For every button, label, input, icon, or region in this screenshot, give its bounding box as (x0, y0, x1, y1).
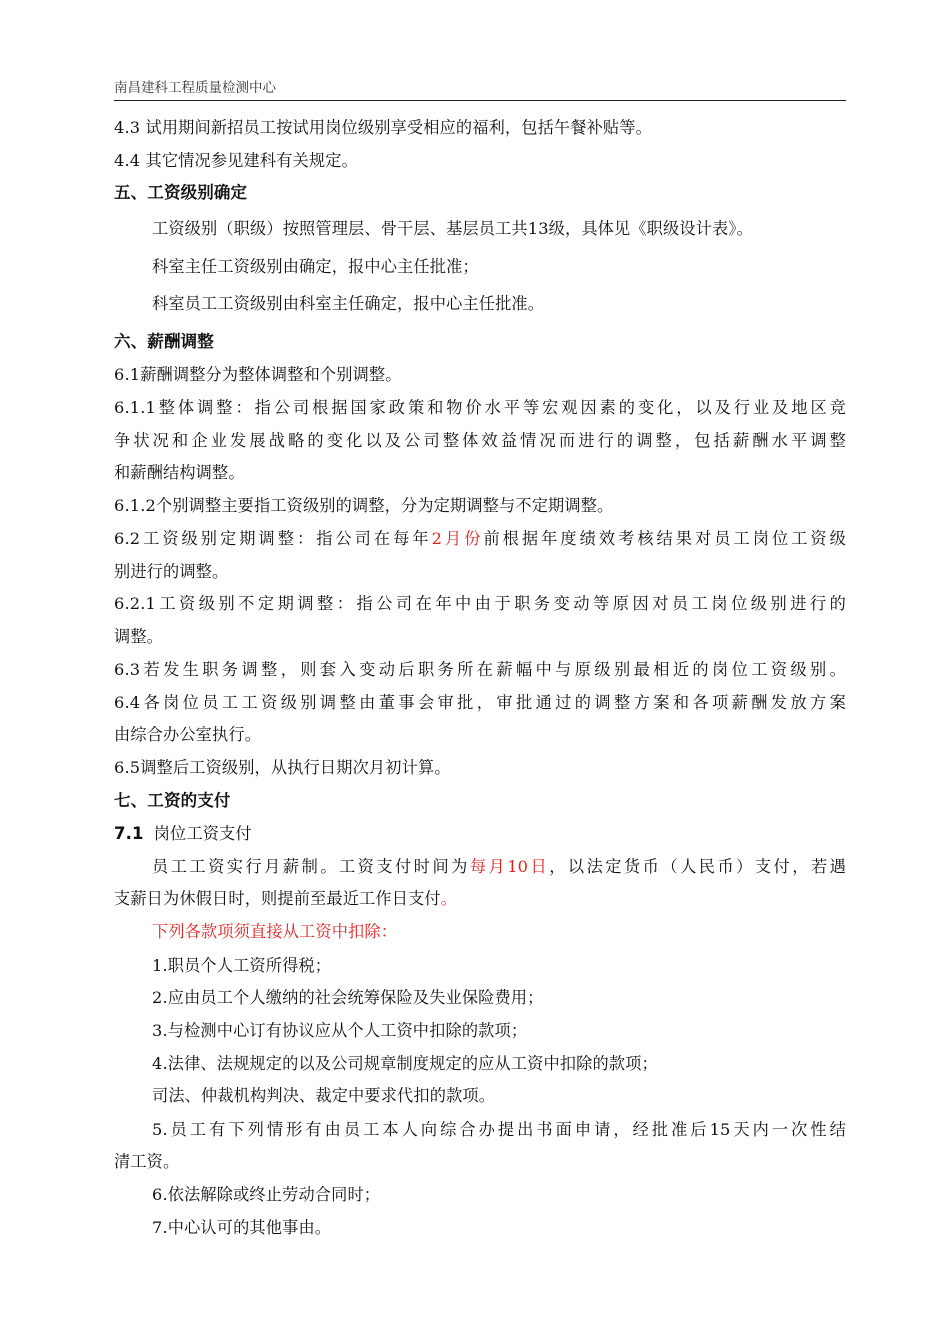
deduction-item-4b: 司法、仲裁机构判决、裁定中要求代扣的款项。 (152, 1086, 496, 1105)
clause-7-1-heading (114, 824, 252, 844)
clause-6-2-text-b: 前根据年度绩效考核结果对员工岗位工资级 (483, 529, 846, 548)
deduction-item-3: 3.与检测中心订有协议应从个人工资中扣除的款项； (152, 1021, 528, 1040)
clause-6-2-line-2: 别进行的调整。 (114, 562, 229, 581)
clause-4-3: 4.3 试用期间新招员工按试用岗位级别享受相应的福利，包括午餐补贴等。 (114, 118, 652, 137)
clause-6-1-1-line-3: 和薪酬结构调整。 (114, 463, 245, 482)
pay-period-highlight: 。 (440, 889, 458, 908)
section-7-para-line-2 (114, 889, 457, 909)
clause-6-2-1-line-2: 调整。 (114, 627, 164, 646)
deduction-item-1: 1.职员个人工资所得税； (152, 956, 332, 975)
header-title: 南昌建科工程质量检测中心 (114, 80, 276, 96)
deductions-intro: 下列各款项须直接从工资中扣除： (152, 922, 398, 941)
clause-6-3: 6.3若发生职务调整，则套入变动后职务所在薪幅中与原级别最相近的岗位工资级别。 (114, 660, 846, 679)
settlement-item-5-line-1: 5.员工有下列情形有由员工本人向综合办提出书面申请，经批准后15天内一次性结 (152, 1120, 846, 1139)
section-5-para-3: 科室员工工资级别由科室主任确定，报中心主任批准。 (152, 294, 545, 313)
clause-6-4-line-1: 6.4各岗位员工工资级别调整由董事会审批，审批通过的调整方案和各项薪酬发放方案 (114, 693, 846, 712)
settlement-item-6: 6.依法解除或终止劳动合同时； (152, 1185, 381, 1204)
pay-text-c: 支薪日为休假日时，则提前至最近工作日支付 (114, 889, 441, 908)
clause-6-1: 6.1薪酬调整分为整体调整和个别调整。 (114, 365, 402, 384)
settlement-item-7: 7.中心认可的其他事由。 (152, 1218, 332, 1237)
settlement-item-5-line-2: 清工资。 (114, 1152, 180, 1171)
clause-6-1-1-line-1: 6.1.1整体调整：指公司根据国家政策和物价水平等宏观因素的变化，以及行业及地区竞 (114, 398, 846, 417)
section-5-para-1: 工资级别（职级）按照管理层、骨干层、基层员工共13级，具体见《职级设计表》。 (152, 219, 753, 238)
clause-6-1-2: 6.1.2个别调整主要指工资级别的调整，分为定期调整与不定期调整。 (114, 496, 614, 515)
clause-6-2-text-a: 6.2工资级别定期调整：指公司在每年 (114, 529, 432, 548)
pay-text-b: ，以法定货币（人民币）支付，若遇 (549, 857, 846, 876)
clause-4-4: 4.4 其它情况参见建科有关规定。 (114, 151, 358, 170)
document-header (114, 78, 846, 101)
section-6-heading: 六、薪酬调整 (114, 332, 214, 351)
section-5-heading: 五、工资级别确定 (114, 183, 248, 202)
section-7-para-line-1 (152, 857, 846, 877)
deduction-item-4: 4.法律、法规规定的以及公司规章制度规定的应从工资中扣除的款项； (152, 1054, 658, 1073)
section-7-heading: 七、工资的支付 (114, 791, 231, 810)
clause-6-1-1-line-2: 争状况和企业发展战略的变化以及公司整体效益情况而进行的调整，包括薪酬水平调整 (114, 431, 846, 450)
clause-6-4-line-2: 由综合办公室执行。 (114, 725, 262, 744)
clause-6-5: 6.5调整后工资级别，从执行日期次月初计算。 (114, 758, 451, 777)
pay-date-highlight: 每月10日 (469, 857, 550, 876)
clause-6-2-line-1 (114, 529, 846, 549)
clause-6-2-1-line-1: 6.2.1工资级别不定期调整：指公司在年中由于职务变动等原因对员工岗位级别进行的 (114, 594, 846, 613)
deduction-item-2: 2.应由员工个人缴纳的社会统筹保险及失业保险费用； (152, 988, 544, 1007)
clause-6-2-month-highlight: 2月份 (431, 529, 484, 548)
pay-text-a: 员工工资实行月薪制。工资支付时间为 (152, 857, 470, 876)
clause-7-1-title: 岗位工资支付 (153, 824, 252, 843)
clause-7-1-number: 7.1 (114, 824, 144, 843)
section-5-para-2: 科室主任工资级别由确定，报中心主任批准； (152, 257, 479, 276)
